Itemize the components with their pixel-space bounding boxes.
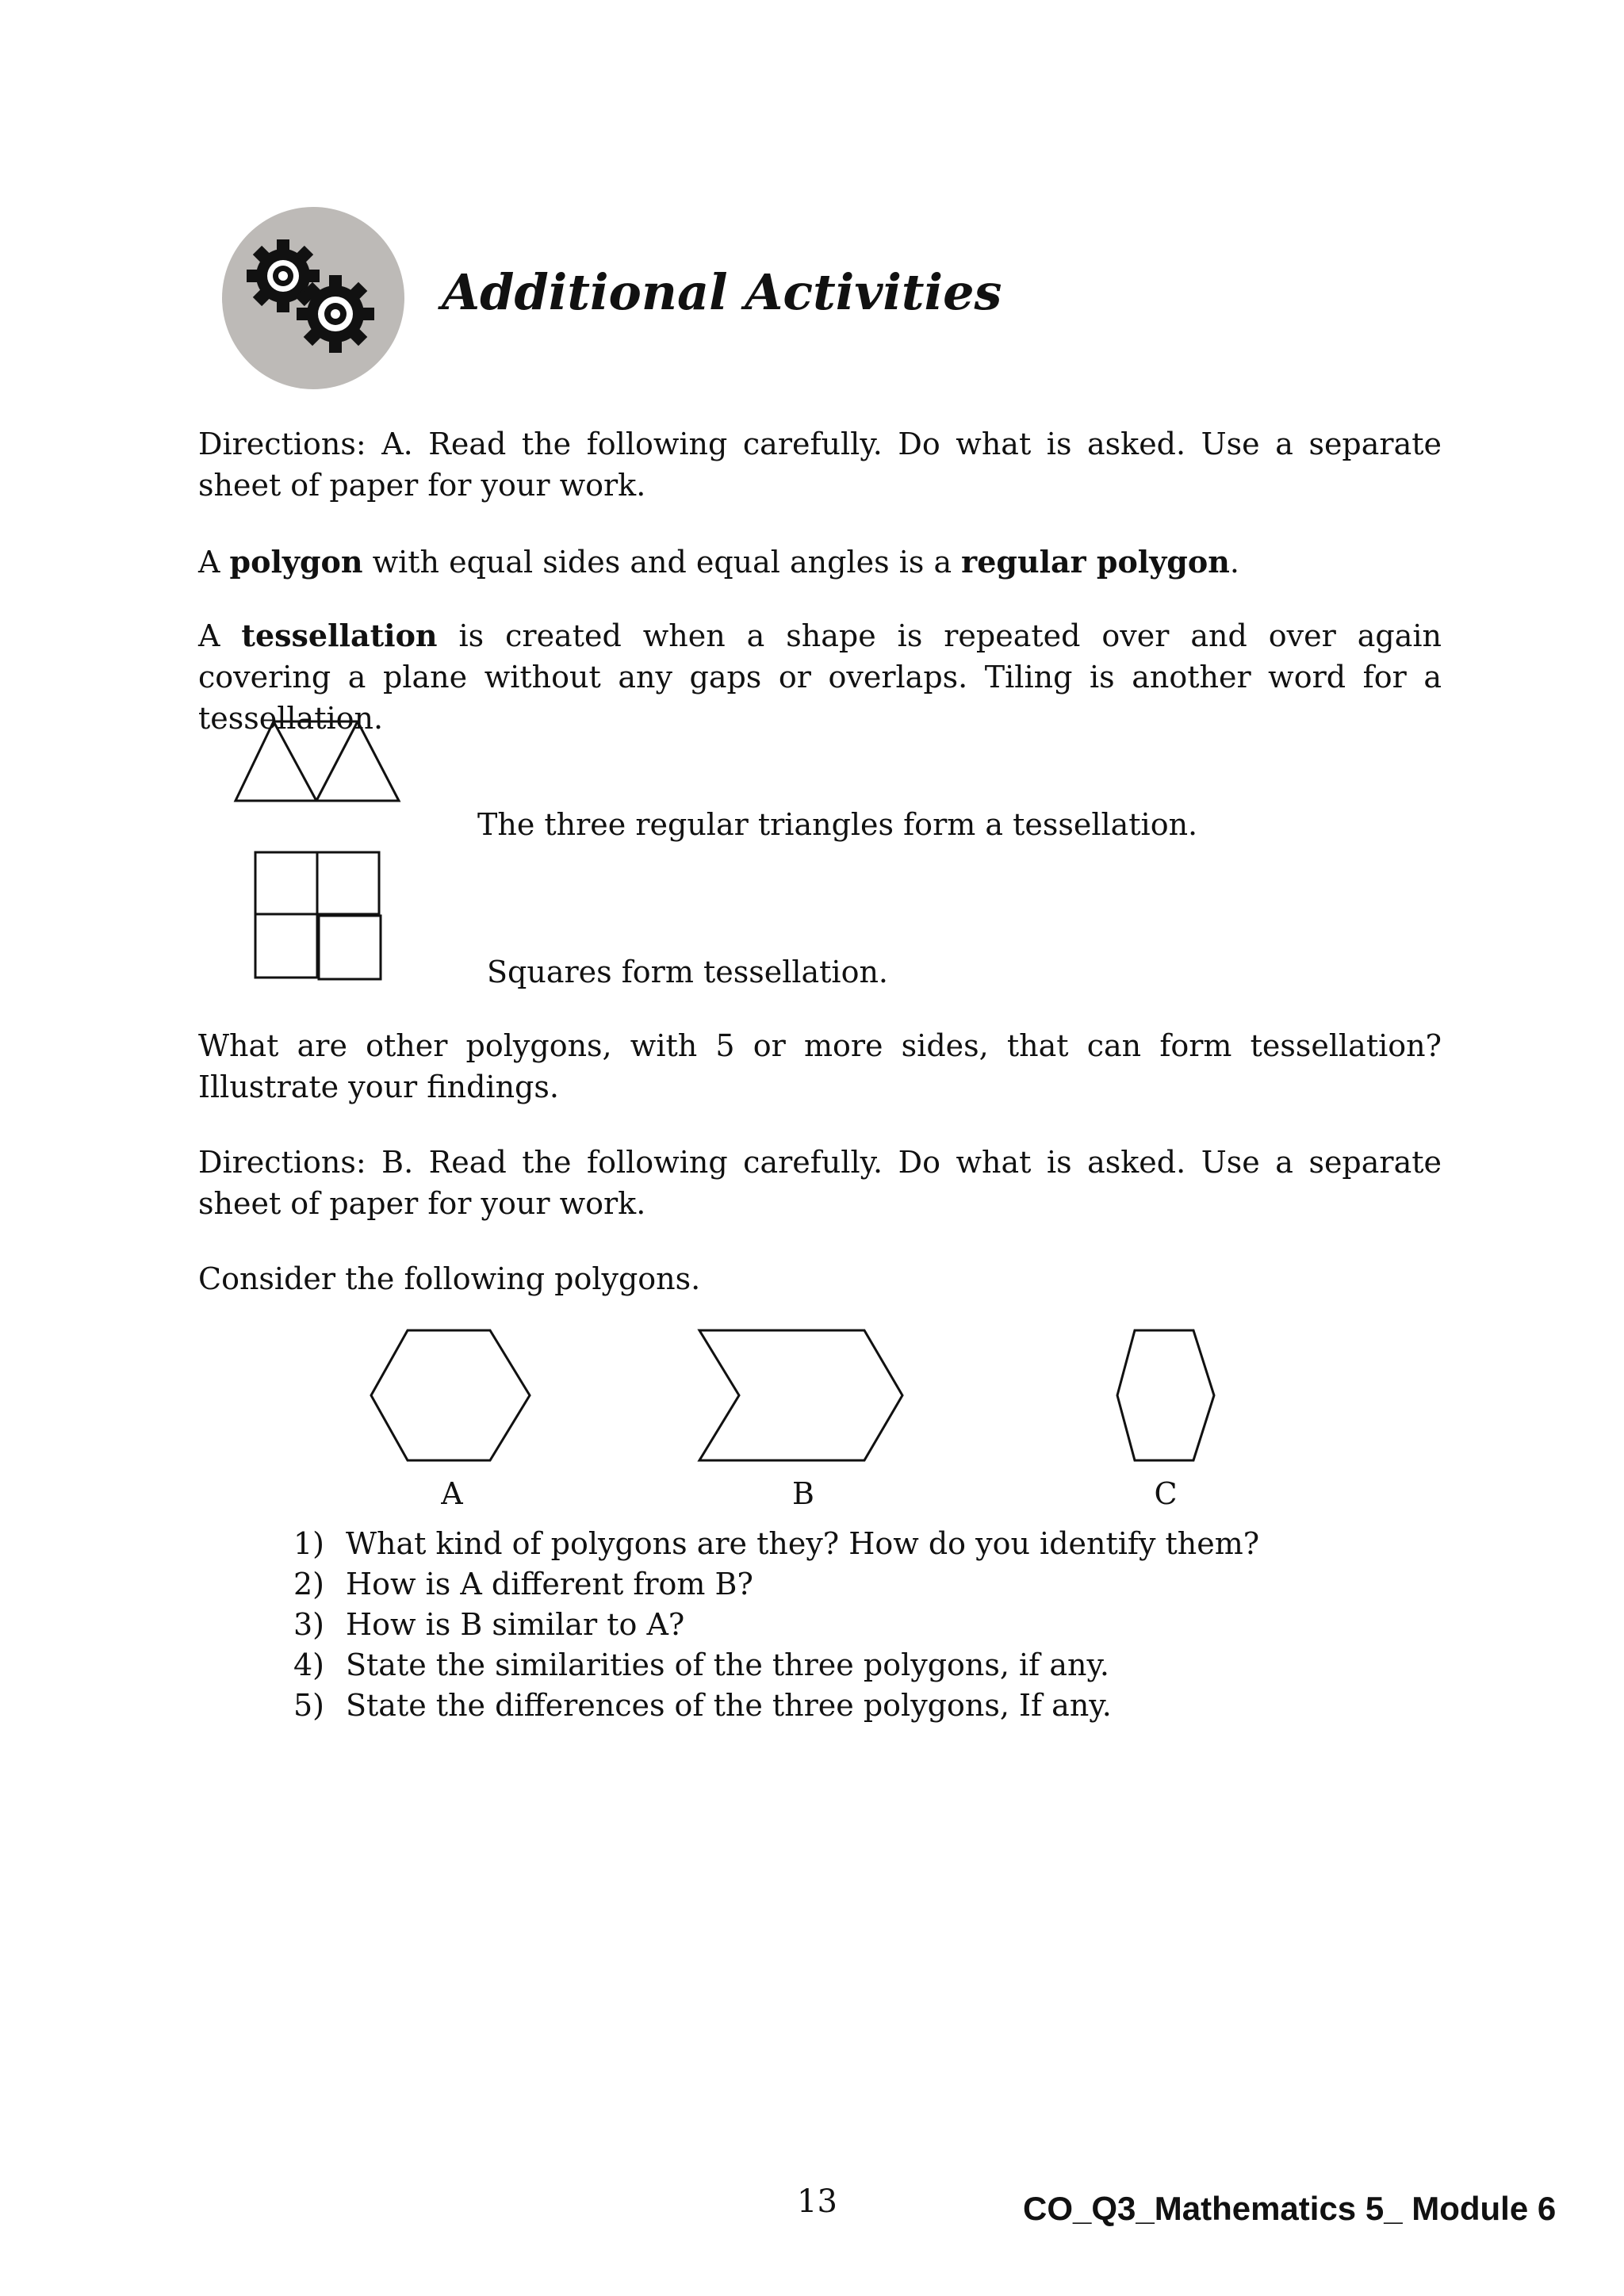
polygon-c-figure [1116, 1329, 1217, 1464]
questions-list [293, 1524, 1404, 1726]
question-number: 1) [293, 1526, 325, 1561]
polygon-b-label: B [792, 1476, 814, 1511]
question-number: 4) [293, 1647, 325, 1682]
directions-b: Directions: B. Read the following carefully. Do what is asked. Use a separate sheet of paper for your work. [198, 1145, 1442, 1221]
question-text: State the differences of the three polygons, If any. [346, 1688, 1112, 1723]
polygon-b-figure [698, 1329, 906, 1464]
list-item [293, 1524, 1404, 1564]
triangles-caption: The three regular triangles form a tessellation. [477, 807, 1198, 842]
question-number: 3) [293, 1607, 325, 1642]
list-item [293, 1605, 1404, 1645]
question-number: 5) [293, 1688, 325, 1723]
question-a: What are other polygons, with 5 or more sides, that can form tessellation? Illustrate your findings. [198, 1028, 1442, 1104]
tessellation-def-text: A [198, 618, 242, 653]
polygon-c-label: C [1154, 1476, 1178, 1511]
consider-text: Consider the following polygons. [198, 1261, 701, 1296]
polygon-a-figure [370, 1329, 531, 1464]
gears-icon [218, 205, 408, 392]
tessellation-def-text: is created when a shape is repeated over and over again covering a plane without any gaps or overlaps. Tiling is another word for a tessellation. [198, 618, 1442, 736]
question-text: State the similarities of the three polygons, if any. [346, 1647, 1109, 1682]
question-text: How is A different from B? [346, 1567, 753, 1601]
term-polygon: polygon [229, 544, 363, 580]
directions-a: Directions: A. Read the following carefully. Do what is asked. Use a separate sheet of paper for your work. [198, 427, 1442, 503]
squares-tessellation-figure [254, 851, 389, 982]
list-item [293, 1564, 1404, 1605]
page-number: 13 [797, 2183, 837, 2220]
term-regular-polygon: regular polygon [961, 544, 1230, 580]
polygon-def-text: A [198, 545, 230, 580]
list-item [293, 1645, 1404, 1686]
module-footer: CO_Q3_Mathematics 5_ Module 6 [1023, 2190, 1557, 2227]
question-text: What kind of polygons are they? How do you identify them? [346, 1526, 1260, 1561]
polygon-def-text: . [1229, 545, 1239, 580]
polygon-def-text: with equal sides and equal angles is a [362, 545, 962, 580]
question-number: 2) [293, 1567, 325, 1601]
polygon-definition [198, 541, 1442, 583]
squares-caption: Squares form tessellation. [487, 955, 889, 989]
polygon-a-label: A [441, 1476, 463, 1511]
section-title: Additional Activities [442, 263, 1002, 321]
triangles-tessellation-figure [234, 720, 408, 807]
term-tessellation: tessellation [241, 618, 438, 653]
question-text: How is B similar to A? [346, 1607, 685, 1642]
list-item [293, 1686, 1404, 1726]
